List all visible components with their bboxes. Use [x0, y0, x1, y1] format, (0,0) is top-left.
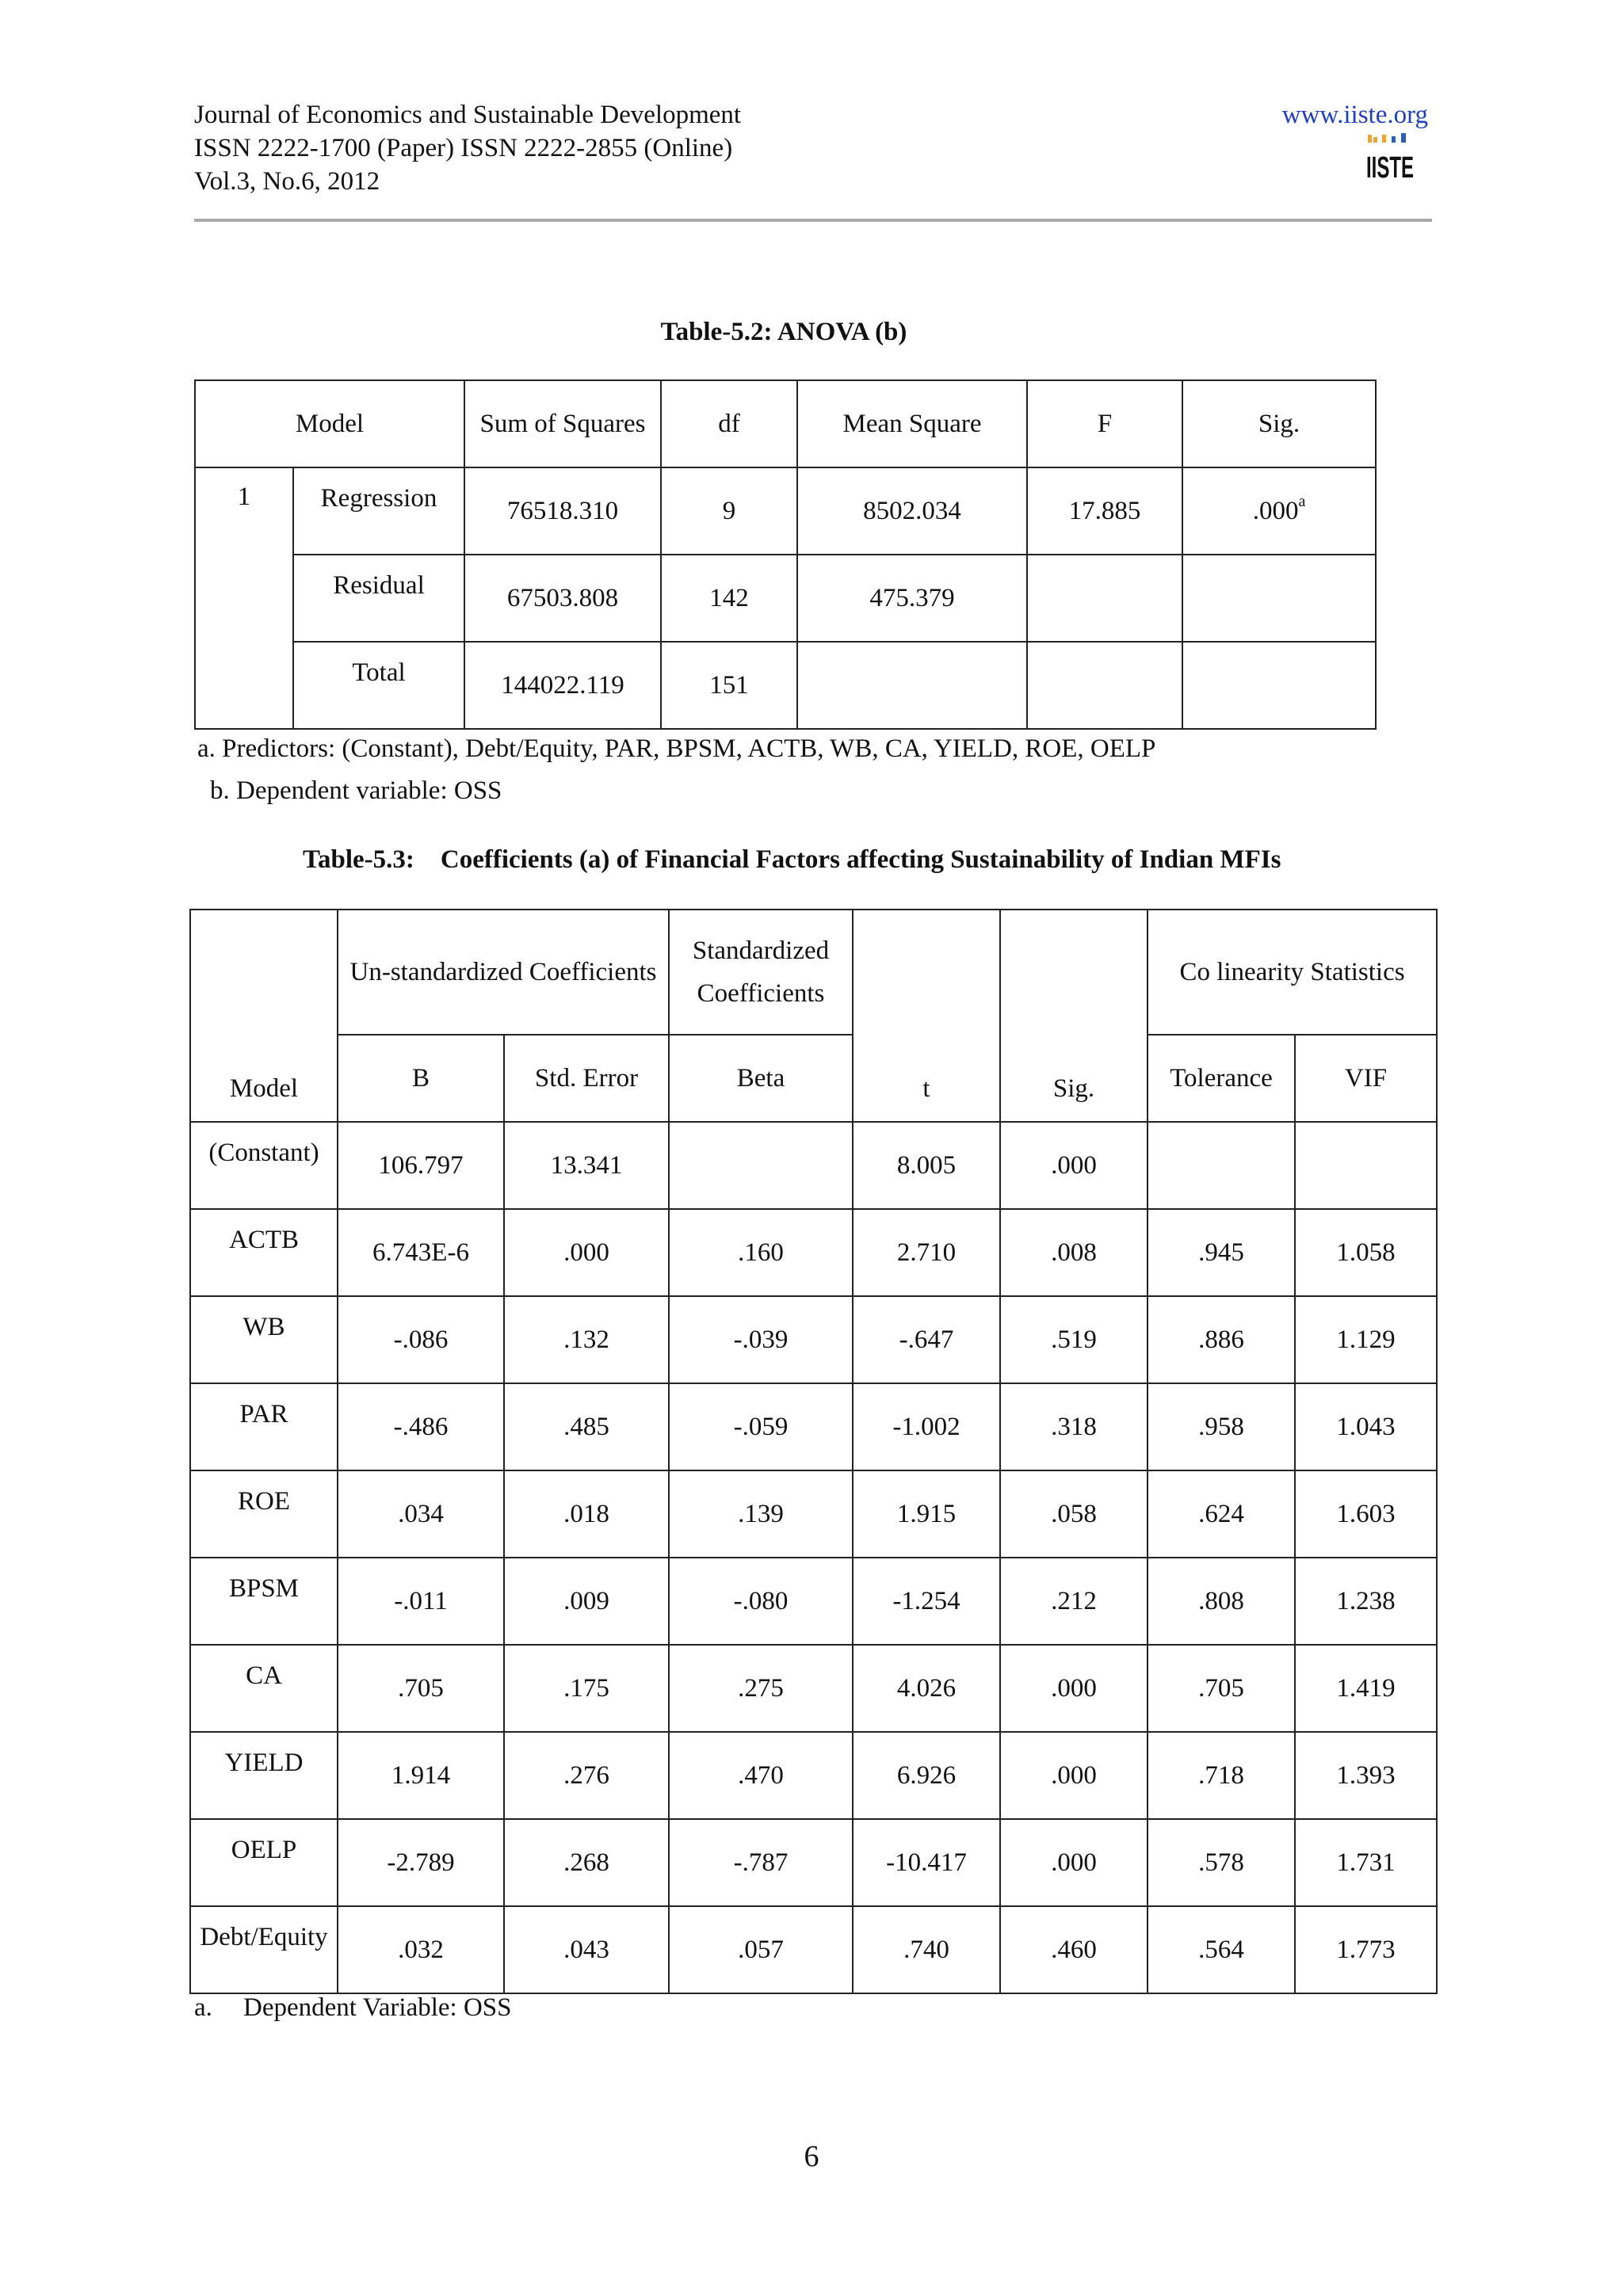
coef-cell-vif: 1.238	[1295, 1558, 1437, 1645]
coef-cell-beta: .139	[669, 1470, 853, 1558]
anova-row-label: Regression	[293, 467, 464, 555]
coef-variable-name: ROE	[190, 1470, 338, 1558]
anova-cell-ss: 67503.808	[464, 555, 661, 642]
anova-cell-ms: 8502.034	[797, 467, 1027, 555]
coef-cell-vif: 1.773	[1295, 1906, 1437, 1993]
anova-row-total	[195, 642, 1376, 729]
coef-group-standardized: Standardized Coefficients	[669, 910, 853, 1035]
coef-cell-beta: -.039	[669, 1296, 853, 1383]
coef-cell-tolerance	[1148, 1122, 1295, 1209]
anova-cell-ms	[797, 642, 1027, 729]
coef-header-beta: Beta	[669, 1035, 853, 1122]
table-row	[190, 1296, 1437, 1383]
coef-cell-se: .132	[504, 1296, 669, 1383]
coef-cell-vif: 1.603	[1295, 1470, 1437, 1558]
coef-cell-b: -.086	[338, 1296, 504, 1383]
coef-cell-t: -1.002	[853, 1383, 1000, 1470]
coef-variable-name: PAR	[190, 1383, 338, 1470]
journal-url-link[interactable]: www.iiste.org	[1281, 101, 1428, 129]
table-row	[190, 1209, 1437, 1296]
coef-cell-tolerance: .578	[1148, 1819, 1295, 1906]
coef-cell-b: 1.914	[338, 1732, 504, 1819]
coef-cell-beta: .470	[669, 1732, 853, 1819]
page-number: 6	[804, 2140, 819, 2173]
coef-cell-se: .009	[504, 1558, 669, 1645]
anova-sig-footnote: a	[1298, 492, 1306, 510]
anova-cell-sig	[1182, 642, 1376, 729]
coef-cell-vif: 1.043	[1295, 1383, 1437, 1470]
coef-cell-t: -10.417	[853, 1819, 1000, 1906]
coef-cell-t: -.647	[853, 1296, 1000, 1383]
coef-cell-b: -.011	[338, 1558, 504, 1645]
coef-cell-b: .705	[338, 1645, 504, 1732]
coef-cell-vif: 1.058	[1295, 1209, 1437, 1296]
coef-cell-tolerance: .886	[1148, 1296, 1295, 1383]
anova-header-sig: Sig.	[1182, 380, 1376, 467]
coef-cell-t: 1.915	[853, 1470, 1000, 1558]
coef-cell-se: .043	[504, 1906, 669, 1993]
table-row	[190, 1122, 1437, 1209]
coef-cell-tolerance: .945	[1148, 1209, 1295, 1296]
coef-cell-b: .032	[338, 1906, 504, 1993]
svg-text:IISTE: IISTE	[1366, 151, 1414, 185]
table-row	[190, 1906, 1437, 1993]
coef-header-model: Model	[190, 910, 338, 1122]
coef-variable-name: (Constant)	[190, 1122, 338, 1209]
coef-cell-tolerance: .808	[1148, 1558, 1295, 1645]
coef-cell-sig: .008	[1000, 1209, 1148, 1296]
coef-cell-t: 4.026	[853, 1645, 1000, 1732]
anova-header-df: df	[661, 380, 797, 467]
anova-model-spacer	[195, 555, 293, 642]
coef-cell-sig: .000	[1000, 1819, 1148, 1906]
anova-model-spacer	[195, 642, 293, 729]
coef-cell-sig: .058	[1000, 1470, 1148, 1558]
coefficients-caption: Table-5.3: Coefficients (a) of Financial Factors affecting Sustainability of Indian MFIs	[303, 845, 1281, 874]
table-row	[190, 1732, 1437, 1819]
table-row	[190, 1383, 1437, 1470]
journal-issn: ISSN 2222-1700 (Paper) ISSN 2222-2855 (Online)	[194, 134, 733, 162]
coef-cell-tolerance: .718	[1148, 1732, 1295, 1819]
anova-cell-ss: 144022.119	[464, 642, 661, 729]
coef-group-unstandardized: Un-standardized Coefficients	[338, 910, 669, 1035]
anova-row-label: Total	[293, 642, 464, 729]
coef-cell-t: 8.005	[853, 1122, 1000, 1209]
anova-cell-f	[1027, 555, 1182, 642]
table-row	[190, 1470, 1437, 1558]
anova-cell-df: 142	[661, 555, 797, 642]
anova-header-ss: Sum of Squares	[464, 380, 661, 467]
coef-variable-name: BPSM	[190, 1558, 338, 1645]
coef-cell-vif: 1.419	[1295, 1645, 1437, 1732]
table-row	[190, 1819, 1437, 1906]
anova-row-residual	[195, 555, 1376, 642]
anova-header-model: Model	[195, 380, 464, 467]
coef-cell-beta: -.059	[669, 1383, 853, 1470]
anova-cell-ss: 76518.310	[464, 467, 661, 555]
table-row	[190, 1558, 1437, 1645]
anova-caption: Table-5.2: ANOVA (b)	[660, 318, 907, 346]
coef-header-tolerance: Tolerance	[1148, 1035, 1295, 1122]
coefficients-body	[190, 1122, 1437, 1993]
coef-cell-t: .740	[853, 1906, 1000, 1993]
coef-variable-name: WB	[190, 1296, 338, 1383]
anova-cell-sig	[1182, 555, 1376, 642]
anova-note-predictors: a. Predictors: (Constant), Debt/Equity, PAR, BPSM, ACTB, WB, CA, YIELD, ROE, OELP	[197, 734, 1156, 763]
anova-note-dependent: b. Dependent variable: OSS	[210, 776, 502, 805]
anova-cell-df: 9	[661, 467, 797, 555]
coef-cell-b: 6.743E-6	[338, 1209, 504, 1296]
coef-cell-beta: .057	[669, 1906, 853, 1993]
coef-cell-t: 2.710	[853, 1209, 1000, 1296]
coef-cell-vif: 1.731	[1295, 1819, 1437, 1906]
anova-header-ms: Mean Square	[797, 380, 1027, 467]
anova-row-label: Residual	[293, 555, 464, 642]
coef-variable-name: Debt/Equity	[190, 1906, 338, 1993]
coef-cell-vif: 1.129	[1295, 1296, 1437, 1383]
anova-cell-ms: 475.379	[797, 555, 1027, 642]
coef-variable-name: ACTB	[190, 1209, 338, 1296]
anova-sig-value: .000	[1252, 496, 1299, 525]
coef-group-header-row	[190, 910, 1437, 1035]
coefficients-table	[189, 909, 1438, 1994]
coef-cell-se: .018	[504, 1470, 669, 1558]
table-row	[190, 1645, 1437, 1732]
coef-cell-beta: .275	[669, 1645, 853, 1732]
coef-cell-sig: .000	[1000, 1645, 1148, 1732]
coef-cell-beta	[669, 1122, 853, 1209]
coef-variable-name: YIELD	[190, 1732, 338, 1819]
coef-cell-sig: .460	[1000, 1906, 1148, 1993]
coefficients-note	[194, 1993, 512, 2023]
journal-volume: Vol.3, No.6, 2012	[194, 167, 380, 196]
coef-header-b: B	[338, 1035, 504, 1122]
coefficients-note-text: Dependent Variable: OSS	[243, 1993, 512, 2022]
coef-cell-se: .268	[504, 1819, 669, 1906]
header-rule	[194, 219, 1432, 222]
coef-cell-se: 13.341	[504, 1122, 669, 1209]
coef-cell-sig: .000	[1000, 1732, 1148, 1819]
coef-cell-tolerance: .705	[1148, 1645, 1295, 1732]
anova-row-regression	[195, 467, 1376, 555]
coef-cell-se: .175	[504, 1645, 669, 1732]
coefficients-note-marker: a.	[194, 1993, 212, 2022]
coef-cell-beta: .160	[669, 1209, 853, 1296]
anova-header-f: F	[1027, 380, 1182, 467]
coef-cell-b: 106.797	[338, 1122, 504, 1209]
coef-variable-name: CA	[190, 1645, 338, 1732]
iiste-logo	[1365, 132, 1415, 189]
anova-cell-sig	[1182, 467, 1376, 555]
coef-group-collinearity: Co linearity Statistics	[1148, 910, 1437, 1035]
anova-cell-f	[1027, 642, 1182, 729]
coef-cell-b: .034	[338, 1470, 504, 1558]
coef-cell-sig: .212	[1000, 1558, 1148, 1645]
coef-cell-b: -2.789	[338, 1819, 504, 1906]
coef-cell-beta: -.080	[669, 1558, 853, 1645]
coef-cell-vif: 1.393	[1295, 1732, 1437, 1819]
anova-table	[194, 379, 1377, 730]
coef-cell-beta: -.787	[669, 1819, 853, 1906]
coef-cell-tolerance: .958	[1148, 1383, 1295, 1470]
coef-header-se: Std. Error	[504, 1035, 669, 1122]
coef-cell-tolerance: .564	[1148, 1906, 1295, 1993]
journal-title: Journal of Economics and Sustainable Development	[194, 101, 742, 129]
anova-header-row	[195, 380, 1376, 467]
coef-variable-name: OELP	[190, 1819, 338, 1906]
anova-cell-df: 151	[661, 642, 797, 729]
coef-cell-t: 6.926	[853, 1732, 1000, 1819]
journal-header	[194, 98, 741, 198]
coef-header-sig: Sig.	[1000, 910, 1148, 1122]
coef-cell-tolerance: .624	[1148, 1470, 1295, 1558]
coef-cell-sig: .519	[1000, 1296, 1148, 1383]
anova-cell-f: 17.885	[1027, 467, 1182, 555]
coef-cell-t: -1.254	[853, 1558, 1000, 1645]
coef-cell-se: .485	[504, 1383, 669, 1470]
coef-cell-sig: .000	[1000, 1122, 1148, 1209]
anova-model-number: 1	[195, 467, 293, 555]
coef-subheader-row	[190, 1035, 1437, 1122]
coef-cell-se: .276	[504, 1732, 669, 1819]
coef-header-vif: VIF	[1295, 1035, 1437, 1122]
coef-cell-sig: .318	[1000, 1383, 1148, 1470]
coef-cell-vif	[1295, 1122, 1437, 1209]
coef-cell-b: -.486	[338, 1383, 504, 1470]
coef-cell-se: .000	[504, 1209, 669, 1296]
coef-header-t: t	[853, 910, 1000, 1122]
